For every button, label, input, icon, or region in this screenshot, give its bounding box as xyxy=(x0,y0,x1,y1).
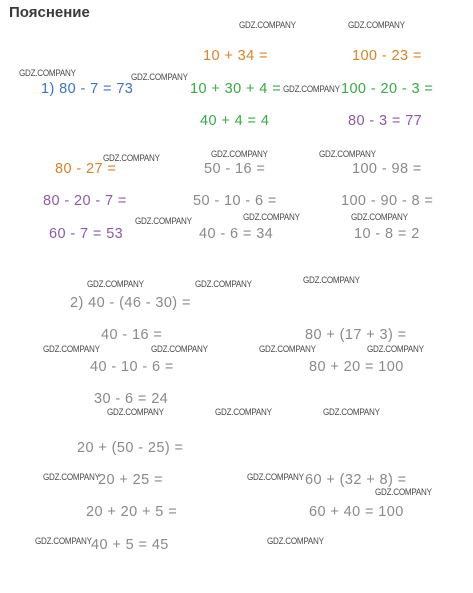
equation: 80 - 3 = 77 xyxy=(348,113,423,129)
equation: 50 - 16 = xyxy=(204,161,266,177)
watermark: GDZ.COMPANY xyxy=(151,344,208,355)
equation: 10 + 34 = xyxy=(203,48,268,64)
equation: 20 + (50 - 25) = xyxy=(77,440,184,456)
equation: 20 + 25 = xyxy=(98,472,163,488)
equation: 10 + 30 + 4 = xyxy=(190,81,282,97)
watermark: GDZ.COMPANY xyxy=(135,216,192,227)
page-title: Пояснение xyxy=(9,4,90,21)
watermark: GDZ.COMPANY xyxy=(351,212,408,223)
equation: 40 + 5 = 45 xyxy=(91,537,169,553)
watermark: GDZ.COMPANY xyxy=(35,536,92,547)
watermark: GDZ.COMPANY xyxy=(19,68,76,79)
watermark: GDZ.COMPANY xyxy=(267,536,324,547)
watermark: GDZ.COMPANY xyxy=(43,472,100,483)
watermark: GDZ.COMPANY xyxy=(303,275,360,286)
equation: 40 + 4 = 4 xyxy=(200,113,270,129)
equation: 100 - 20 - 3 = xyxy=(341,81,434,97)
watermark: GDZ.COMPANY xyxy=(239,20,296,31)
watermark: GDZ.COMPANY xyxy=(211,149,268,160)
equation: 40 - 16 = xyxy=(101,327,163,343)
equation: 80 + 20 = 100 xyxy=(309,359,404,375)
watermark: GDZ.COMPANY xyxy=(348,20,405,31)
equation: 100 - 98 = xyxy=(352,161,422,177)
equation: 50 - 10 - 6 = xyxy=(193,193,277,209)
watermark: GDZ.COMPANY xyxy=(259,344,316,355)
equation: 40 - 6 = 34 xyxy=(199,226,274,242)
watermark: GDZ.COMPANY xyxy=(215,407,272,418)
watermark: GDZ.COMPANY xyxy=(247,472,304,483)
equation: 30 - 6 = 24 xyxy=(94,391,169,407)
equation: 10 - 8 = 2 xyxy=(354,226,420,242)
equation: 80 + (17 + 3) = xyxy=(305,327,407,343)
equation: 60 + (32 + 8) = xyxy=(305,472,407,488)
equation: 20 + 20 + 5 = xyxy=(86,504,178,520)
equation: 40 - 10 - 6 = xyxy=(90,359,174,375)
equation: 1) 80 - 7 = 73 xyxy=(41,81,134,97)
equation: 100 - 90 - 8 = xyxy=(341,193,434,209)
equation: 60 - 7 = 53 xyxy=(49,226,124,242)
watermark: GDZ.COMPANY xyxy=(43,344,100,355)
watermark: GDZ.COMPANY xyxy=(131,72,188,83)
watermark: GDZ.COMPANY xyxy=(323,407,380,418)
watermark: GDZ.COMPANY xyxy=(195,279,252,290)
equation: 80 - 27 = xyxy=(55,161,117,177)
watermark: GDZ.COMPANY xyxy=(87,279,144,290)
equation: 80 - 20 - 7 = xyxy=(43,193,127,209)
equation: 2) 40 - (46 - 30) = xyxy=(70,295,191,311)
watermark: GDZ.COMPANY xyxy=(283,84,340,95)
equation: 60 + 40 = 100 xyxy=(309,504,404,520)
watermark: GDZ.COMPANY xyxy=(319,149,376,160)
equation: 100 - 23 = xyxy=(352,48,422,64)
watermark: GDZ.COMPANY xyxy=(243,212,300,223)
watermark: GDZ.COMPANY xyxy=(375,487,432,498)
watermark: GDZ.COMPANY xyxy=(367,344,424,355)
watermark: GDZ.COMPANY xyxy=(107,407,164,418)
watermark: GDZ.COMPANY xyxy=(103,153,160,164)
